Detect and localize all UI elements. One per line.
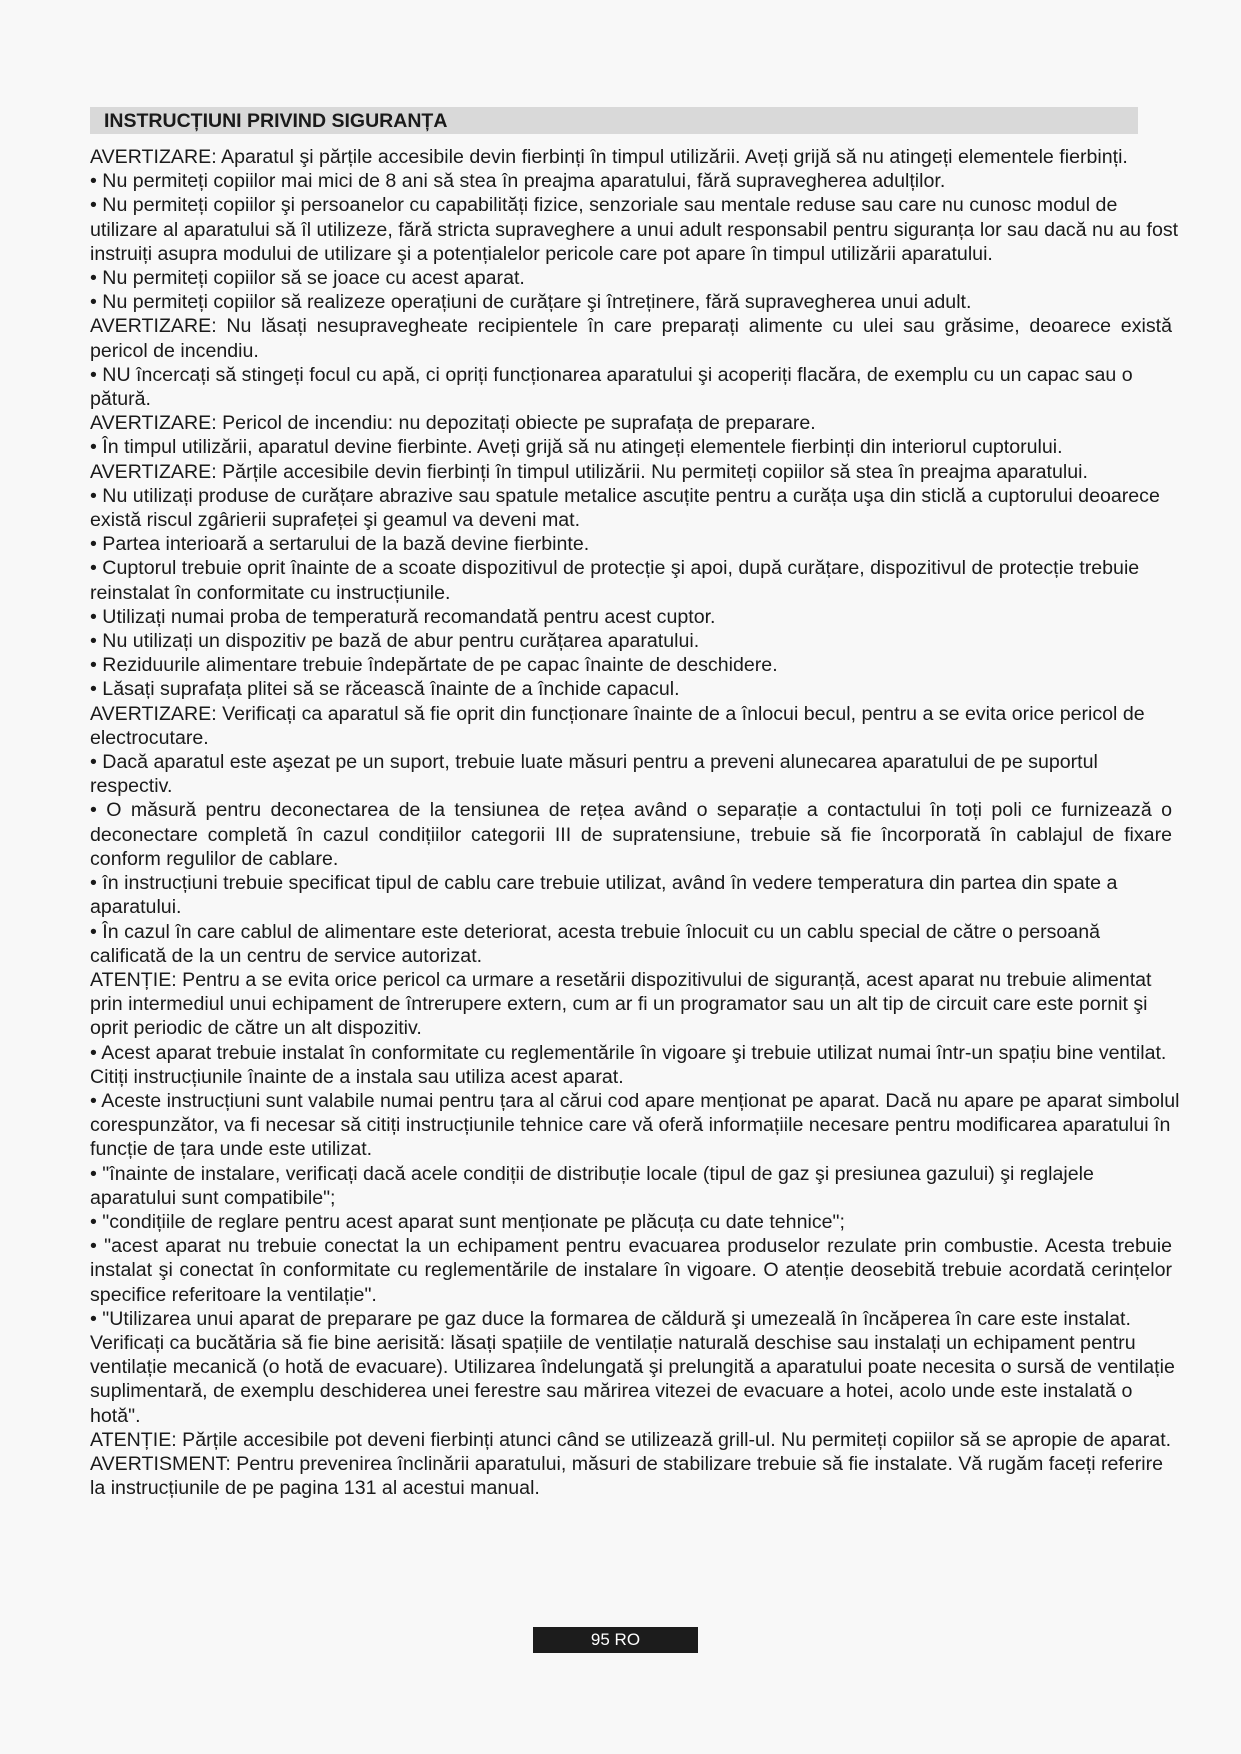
paragraph: • Lăsați suprafața plitei să se răcească înainte de a închide capacul. bbox=[90, 678, 680, 701]
paragraph: AVERTIZARE: Pericol de incendiu: nu depozitați obiecte pe suprafața de preparare. bbox=[90, 412, 816, 435]
paragraph: • "condițiile de reglare pentru acest aparat sunt menționate pe plăcuța cu date tehnice"; bbox=[90, 1210, 845, 1233]
paragraph: AVERTIZARE: Nu lăsați nesupravegheate recipientele în care preparați alimente cu ulei sau grăsime, deoarece există pericol de incendiu. bbox=[90, 315, 1172, 362]
paragraph: • Reziduurile alimentare trebuie îndepărtate de pe capac înainte de deschidere. bbox=[90, 654, 778, 677]
paragraph: ATENȚIE: Părțile accesibile pot deveni fierbinți atunci când se utilizează grill-ul. Nu permiteți copiilor să se apropie de aparat. bbox=[90, 1428, 1172, 1451]
paragraph: • Dacă aparatul este aşezat pe un suport, trebuie luate măsuri pentru a preveni alunecarea aparatului de pe suportul respectiv. bbox=[90, 751, 1098, 798]
paragraph: • În timpul utilizării, aparatul devine fierbinte. Aveți grijă să nu atingeți elementele fierbinți din interiorul cuptorului. bbox=[90, 436, 1063, 459]
paragraph: • Nu permiteți copiilor mai mici de 8 ani să stea în preajma aparatului, fără supravegherea adulților. bbox=[90, 170, 946, 193]
paragraph: • Acest aparat trebuie instalat în conformitate cu reglementările în vigoare şi trebuie utilizat numai într-un spațiu bine ventilat. Citiți instrucțiunile înainte de a instala sau utiliza acest aparat. bbox=[90, 1041, 1167, 1088]
paragraph: AVERTIZARE: Părțile accesibile devin fierbinți în timpul utilizării. Nu permiteți copiilor să stea în preajma aparatului. bbox=[90, 460, 1088, 483]
paragraph: ATENȚIE: Pentru a se evita orice pericol ca urmare a resetării dispozitivului de siguranță, acest aparat nu trebuie alimentat prin intermediul unui echipament de întrerupere extern, cum ar fi un programator sau un alt tip de circuit care este pornit şi oprit periodic de către un alt dispozitiv. bbox=[90, 968, 1152, 1040]
paragraph: • "înainte de instalare, verificați dacă acele condiții de distribuție locale (tipul de gaz şi presiunea gazului) şi reglajele aparatului sunt compatibile"; bbox=[90, 1162, 1094, 1209]
paragraph: • Cuptorul trebuie oprit înainte de a scoate dispozitivul de protecție şi apoi, după curățare, dispozitivul de protecție trebuie reinstalat în conformitate cu instrucțiunile. bbox=[90, 557, 1140, 604]
paragraph: • Nu permiteți copiilor să se joace cu acest aparat. bbox=[90, 267, 525, 290]
paragraph: • În cazul în care cablul de alimentare este deteriorat, acesta trebuie înlocuit cu un cablu special de către o persoană calificată de la un centru de service autorizat. bbox=[90, 920, 1100, 967]
paragraph: • Nu utilizați un dispozitiv pe bază de abur pentru curățarea aparatului. bbox=[90, 630, 700, 653]
paragraph: • Nu permiteți copiilor şi persoanelor cu capabilități fizice, senzoriale sau mentale reduse sau care nu cunosc modul de utilizare al aparatului să îl utilizeze, fără stricta supraveghere a unui adult responsabil pentru siguranța lor sau dacă nu au fost instruiți asupra modului de utilizare şi a potențialelor pericole care pot apare în timpul utilizării aparatului. bbox=[90, 194, 1179, 265]
paragraph: • O măsură pentru deconectarea de la tensiunea de rețea având o separație a contactului în toți poli ce furnizează o deconectare completă în cazul condițiilor categorii III de supratensiune, trebuie să fie încorporată în cablajul de fixare conform regulilor de cablare. bbox=[90, 799, 1172, 870]
paragraph: AVERTISMENT: Pentru prevenirea înclinării aparatului, măsuri de stabilizare trebuie să fie instalate. Vă rugăm faceți referire la instrucțiunile de pe pagina 131 al acestui manual. bbox=[90, 1452, 1164, 1500]
paragraph: • Aceste instrucțiuni sunt valabile numai pentru țara al cărui cod apare menționat pe aparat. Dacă nu apare pe aparat simbolul corespunzător, va fi necesar să citiți instrucțiunile tehnice care vă oferă informațiile necesare pentru modificarea aparatului în funcție de țara unde este utilizat. bbox=[90, 1089, 1180, 1161]
paragraph: • Nu utilizați produse de curățare abrazive sau spatule metalice ascuțite pentru a curăța uşa din sticlă a cuptorului deoarece există riscul zgârierii suprafeței şi geamul va deveni mat. bbox=[90, 484, 1160, 532]
paragraph: • în instrucțiuni trebuie specificat tipul de cablu care trebuie utilizat, având în vedere temperatura din partea din spate a aparatului. bbox=[90, 872, 1118, 919]
paragraph: • Nu permiteți copiilor să realizeze operațiuni de curățare şi întreținere, fără supravegherea unui adult. bbox=[90, 291, 972, 314]
paragraph: AVERTIZARE: Verificați ca aparatul să fie oprit din funcționare înainte de a înlocui becul, pentru a se evita orice pericol de electrocutare. bbox=[90, 702, 1145, 749]
paragraph: • "acest aparat nu trebuie conectat la un echipament pentru evacuarea produselor rezulate prin combustie. Acesta trebuie instalat şi conectat în conformitate cu reglementările de instalare în vigoare. O atenție deosebită trebuie acordată cerințelor specifice referitoare la ventilație". bbox=[90, 1235, 1172, 1306]
paragraph: • NU încercați să stingeți focul cu apă, ci opriți funcționarea aparatului şi acoperiți flacăra, de exemplu cu un capac sau o pătură. bbox=[90, 363, 1133, 411]
paragraph: • "Utilizarea unui aparat de preparare pe gaz duce la formarea de căldură şi umezeală în încăperea în care este instalat. Verificați ca bucătăria să fie bine aerisită: lăsați spațiile de ventilație naturală deschise sau instalați un echipament pentru ventilație mecanică (o hotă de evacuare). Utilizarea îndelungată şi prelungită a aparatului poate necesita o sursă de ventilație suplimentară, de exemplu deschiderea unei ferestre sau mărirea vitezei de evacuare a hotei, acolo unde este instalată o hotă". bbox=[90, 1307, 1175, 1427]
body-text bbox=[90, 145, 1180, 1500]
page-number: 95 RO bbox=[533, 1627, 698, 1653]
paragraph: AVERTIZARE: Aparatul şi părțile accesibile devin fierbinți în timpul utilizării. Aveți grijă să nu atingeți elementele fierbinți. bbox=[90, 146, 1128, 168]
section-header-bar bbox=[90, 107, 1138, 134]
paragraph: • Partea interioară a sertarului de la bază devine fierbinte. bbox=[90, 533, 590, 556]
section-title: INSTRUCȚIUNI PRIVIND SIGURANȚA bbox=[104, 110, 448, 132]
paragraph: • Utilizați numai proba de temperatură recomandată pentru acest cuptor. bbox=[90, 605, 716, 628]
